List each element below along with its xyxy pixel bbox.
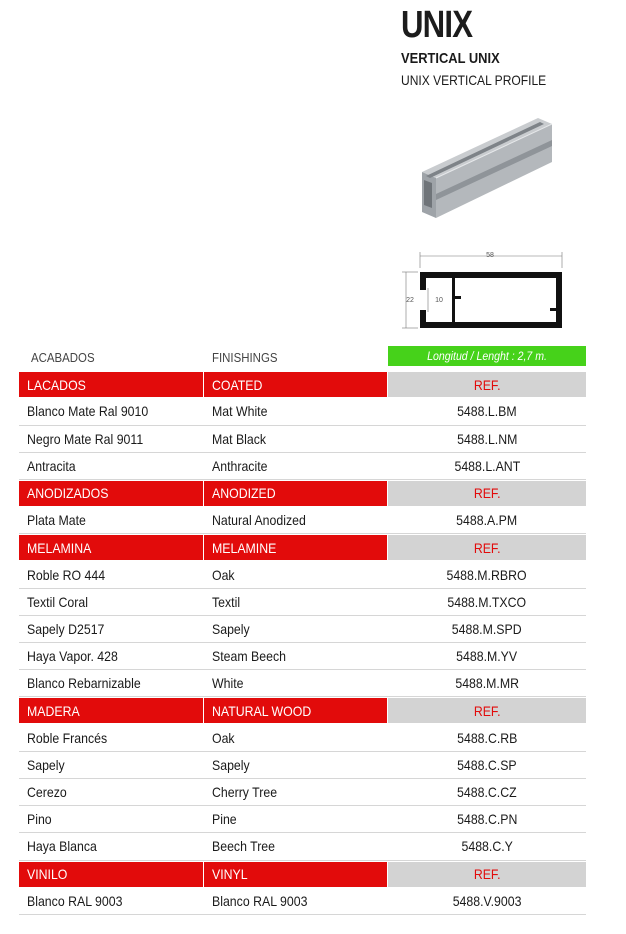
table-row — [19, 616, 586, 643]
section-name-es: VINILO — [27, 866, 68, 883]
table-header — [19, 344, 586, 371]
section-melamina — [19, 534, 586, 561]
finish-es: Negro Mate Ral 9011 — [27, 430, 144, 447]
finish-en: Blanco RAL 9003 — [212, 892, 308, 909]
finish-en: Sapely — [212, 620, 250, 637]
finish-ref: 5488.C.CZ — [457, 784, 517, 801]
section-name-en: MELAMINE — [212, 539, 277, 556]
finish-en: White — [212, 675, 244, 692]
section-name-es: MELAMINA — [27, 539, 92, 556]
finish-ref: 5488.L.BM — [457, 403, 517, 420]
section-madera — [19, 697, 586, 724]
finish-ref: 5488.V.9003 — [452, 892, 522, 909]
finish-ref: 5488.A.PM — [456, 512, 518, 529]
table-row — [19, 562, 586, 589]
table-row — [19, 426, 586, 453]
finish-ref: 5488.L.NM — [456, 430, 518, 447]
section-vinilo — [19, 861, 586, 888]
finish-es: Sapely D2517 — [27, 620, 105, 637]
finish-es: Sapely — [27, 756, 65, 773]
finish-es: Blanco Mate Ral 9010 — [27, 403, 149, 420]
finish-en: Anthracite — [212, 457, 268, 474]
finish-en: Sapely — [212, 756, 250, 773]
table-row — [19, 779, 586, 806]
column-finishings: FINISHINGS — [212, 350, 278, 366]
finish-es: Plata Mate — [27, 512, 86, 529]
finish-ref: 5488.C.SP — [457, 756, 517, 773]
product-subtitle: VERTICAL UNIX — [401, 50, 500, 67]
section-anodizados — [19, 480, 586, 507]
table-row — [19, 833, 586, 860]
length-label: Longitud / Lenght : 2,7 m. — [427, 349, 547, 363]
finish-es: Pino — [27, 811, 52, 828]
finish-ref: 5488.L.ANT — [454, 457, 520, 474]
finish-es: Antracita — [27, 457, 76, 474]
finish-en: Mat White — [212, 403, 268, 420]
table-row — [19, 752, 586, 779]
finish-en: Mat Black — [212, 430, 267, 447]
finish-ref: 5488.C.RB — [456, 729, 518, 746]
table-row — [19, 888, 586, 915]
section-ref: REF. — [473, 539, 501, 556]
finish-es: Blanco RAL 9003 — [27, 892, 123, 909]
section-ref: REF. — [473, 485, 501, 502]
section-name-en: ANODIZED — [212, 485, 276, 502]
drawing-width-label: 58 — [486, 252, 494, 259]
section-lacados — [19, 371, 586, 398]
table-row — [19, 507, 586, 534]
finish-en: Natural Anodized — [212, 512, 306, 529]
finish-es: Cerezo — [27, 784, 67, 801]
drawing-inner-label: 10 — [435, 297, 443, 304]
finish-ref: 5488.M.RBRO — [446, 566, 528, 583]
finish-en: Cherry Tree — [212, 784, 278, 801]
section-name-en: VINYL — [212, 866, 248, 883]
finishes-table — [19, 344, 586, 915]
product-header — [401, 4, 570, 89]
table-row — [19, 643, 586, 670]
finish-en: Beech Tree — [212, 838, 276, 855]
finish-ref: 5488.M.SPD — [452, 620, 522, 637]
table-row — [19, 725, 586, 752]
product-subtitle-english: UNIX VERTICAL PROFILE — [401, 72, 547, 88]
finish-es: Textil Coral — [27, 593, 88, 610]
section-ref: REF. — [473, 376, 501, 393]
finish-ref: 5488.M.YV — [456, 648, 518, 665]
profile-3d-image — [412, 110, 562, 225]
finish-en: Steam Beech — [212, 648, 286, 665]
finish-en: Pine — [212, 811, 237, 828]
finish-es: Haya Blanca — [27, 838, 97, 855]
finish-en: Oak — [212, 566, 235, 583]
finish-es: Blanco Rebarnizable — [27, 675, 141, 692]
section-name-en: NATURAL WOOD — [212, 702, 312, 719]
section-name-es: MADERA — [27, 702, 80, 719]
finish-ref: 5488.C.PN — [456, 811, 518, 828]
table-row — [19, 806, 586, 833]
finish-ref: 5488.M.MR — [455, 675, 519, 692]
table-row — [19, 453, 586, 480]
finish-en: Textil — [212, 593, 241, 610]
finish-en: Oak — [212, 729, 235, 746]
table-row — [19, 670, 586, 697]
section-name-en: COATED — [212, 376, 263, 393]
finish-es: Roble RO 444 — [27, 566, 106, 583]
finish-es: Haya Vapor. 428 — [27, 648, 118, 665]
table-row — [19, 398, 586, 425]
section-ref: REF. — [473, 702, 501, 719]
product-title: UNIX — [401, 4, 473, 46]
finish-ref: 5488.C.Y — [461, 838, 513, 855]
table-row — [19, 589, 586, 616]
section-name-es: LACADOS — [27, 376, 86, 393]
section-name-es: ANODIZADOS — [27, 485, 109, 502]
finish-ref: 5488.M.TXCO — [447, 593, 527, 610]
profile-section-drawing — [400, 248, 570, 332]
column-acabados: ACABADOS — [31, 350, 95, 366]
drawing-height-label: 22 — [406, 297, 414, 304]
section-ref: REF. — [473, 866, 501, 883]
length-badge — [388, 346, 586, 366]
finish-es: Roble Francés — [27, 729, 108, 746]
